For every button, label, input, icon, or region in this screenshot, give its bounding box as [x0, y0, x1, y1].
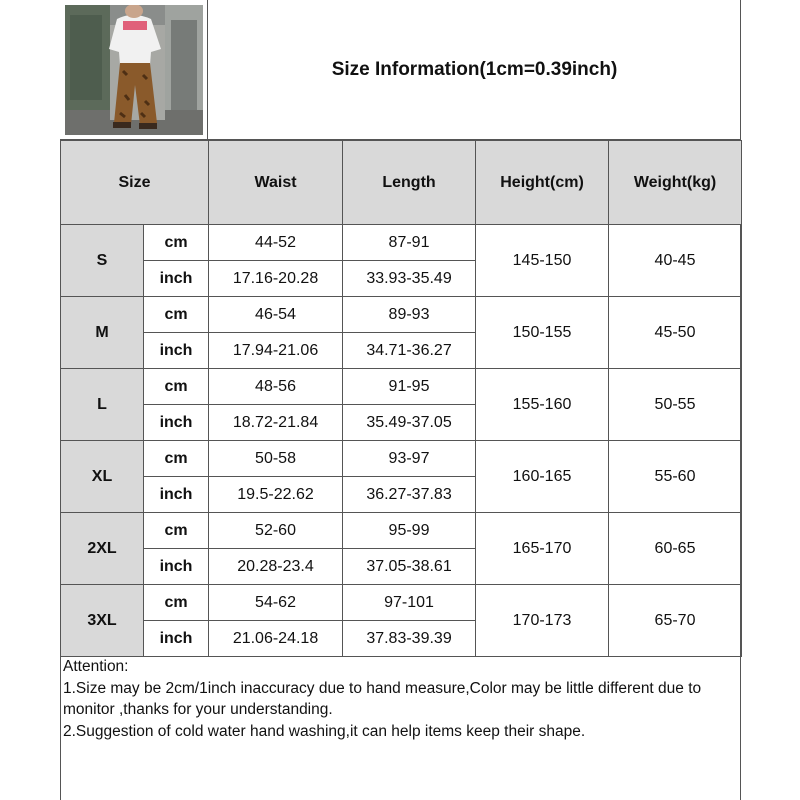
length-value: 37.05-38.61 — [343, 549, 476, 585]
waist-value: 48-56 — [209, 369, 343, 405]
notes-heading: Attention: — [63, 658, 129, 675]
waist-value: 18.72-21.84 — [209, 405, 343, 441]
height-value: 160-165 — [476, 441, 609, 513]
size-label: 2XL — [61, 513, 144, 585]
unit-label: inch — [144, 477, 209, 513]
unit-label: cm — [144, 225, 209, 261]
table-row — [61, 441, 742, 477]
unit-label: cm — [144, 441, 209, 477]
header-weight: Weight(kg) — [609, 141, 742, 225]
height-value: 170-173 — [476, 585, 609, 657]
weight-value: 50-55 — [609, 369, 742, 441]
unit-label: cm — [144, 297, 209, 333]
attention-notes — [60, 654, 741, 744]
height-value: 155-160 — [476, 369, 609, 441]
waist-value: 44-52 — [209, 225, 343, 261]
unit-label: inch — [144, 261, 209, 297]
header-length: Length — [343, 141, 476, 225]
waist-value: 50-58 — [209, 441, 343, 477]
unit-label: inch — [144, 621, 209, 657]
length-value: 87-91 — [343, 225, 476, 261]
table-row — [61, 225, 742, 261]
table-header-row — [61, 141, 742, 225]
unit-label: inch — [144, 549, 209, 585]
table-row — [61, 369, 742, 405]
product-photo — [60, 0, 208, 140]
header-waist: Waist — [209, 141, 343, 225]
size-label: 3XL — [61, 585, 144, 657]
weight-value: 60-65 — [609, 513, 742, 585]
length-value: 37.83-39.39 — [343, 621, 476, 657]
unit-label: cm — [144, 513, 209, 549]
weight-value: 40-45 — [609, 225, 742, 297]
height-value: 150-155 — [476, 297, 609, 369]
waist-value: 19.5-22.62 — [209, 477, 343, 513]
unit-label: inch — [144, 333, 209, 369]
size-label: XL — [61, 441, 144, 513]
table-row — [61, 513, 742, 549]
size-label: M — [61, 297, 144, 369]
height-value: 165-170 — [476, 513, 609, 585]
waist-value: 20.28-23.4 — [209, 549, 343, 585]
product-photo-image — [65, 5, 203, 135]
size-label: S — [61, 225, 144, 297]
length-value: 36.27-37.83 — [343, 477, 476, 513]
header-size: Size — [61, 141, 209, 225]
length-value: 95-99 — [343, 513, 476, 549]
note-line-2: 2.Suggestion of cold water hand washing,it can help items keep their shape. — [63, 722, 586, 740]
length-value: 97-101 — [343, 585, 476, 621]
unit-label: inch — [144, 405, 209, 441]
title-cell — [208, 0, 741, 140]
size-table — [60, 140, 742, 657]
waist-value: 17.16-20.28 — [209, 261, 343, 297]
weight-value: 65-70 — [609, 585, 742, 657]
height-value: 145-150 — [476, 225, 609, 297]
length-value: 89-93 — [343, 297, 476, 333]
note-line-1: 1.Size may be 2cm/1inch inaccuracy due to hand measure,Color may be little different due to monitor ,thanks for your understanding. — [63, 679, 702, 718]
unit-label: cm — [144, 585, 209, 621]
table-row — [61, 297, 742, 333]
unit-label: cm — [144, 369, 209, 405]
waist-value: 46-54 — [209, 297, 343, 333]
waist-value: 17.94-21.06 — [209, 333, 343, 369]
length-value: 91-95 — [343, 369, 476, 405]
length-value: 93-97 — [343, 441, 476, 477]
page-title: Size Information(1cm=0.39inch) — [331, 58, 618, 80]
waist-value: 21.06-24.18 — [209, 621, 343, 657]
weight-value: 55-60 — [609, 441, 742, 513]
size-label: L — [61, 369, 144, 441]
waist-value: 54-62 — [209, 585, 343, 621]
length-value: 35.49-37.05 — [343, 405, 476, 441]
waist-value: 52-60 — [209, 513, 343, 549]
length-value: 33.93-35.49 — [343, 261, 476, 297]
weight-value: 45-50 — [609, 297, 742, 369]
header-height: Height(cm) — [476, 141, 609, 225]
table-row — [61, 585, 742, 621]
length-value: 34.71-36.27 — [343, 333, 476, 369]
